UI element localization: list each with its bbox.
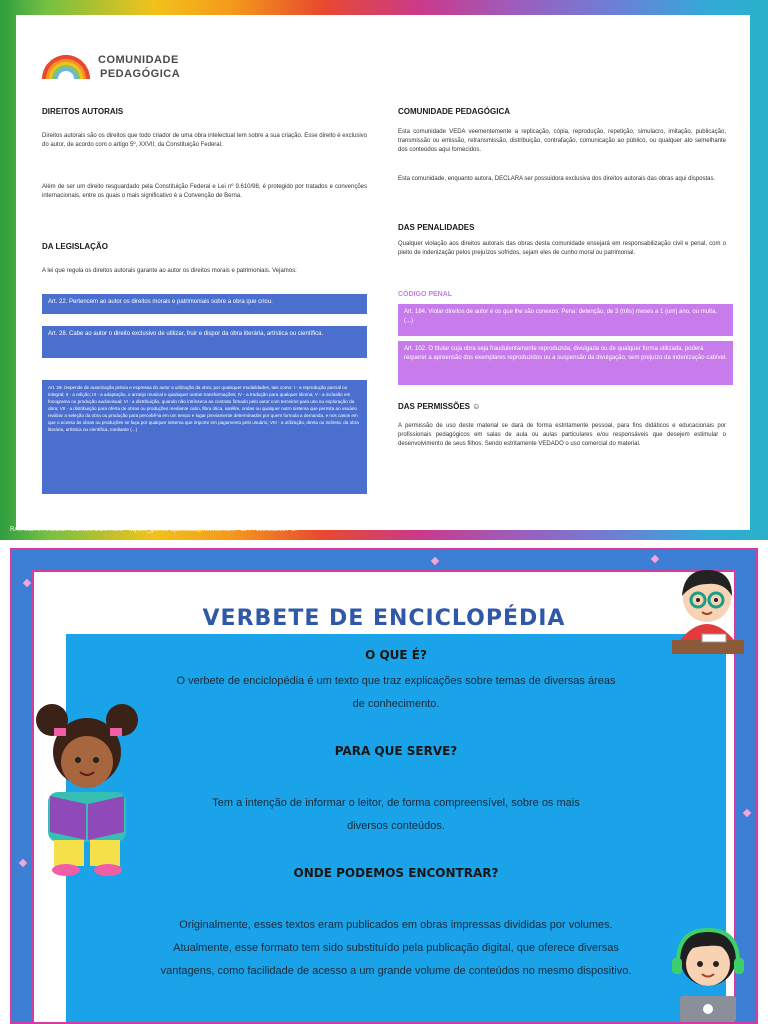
article-29-box: Art. 29. Depende de autorização prévia e expressa do autor a utilização da obra, por quaisquer modalidades, tais como: I - a reprodução parcial ou integral; II - a edição; III - a adaptação, o arranjo musical e quaisquer outras transformações; IV - a tradução para qualquer idioma; V - a inclusão em fonograma ou produção audiovisual; VI - a distribuição, quando não intrínseca ao contrato firmado pelo autor com terceiros para uso ou exploração da obra; VII - a distribuição para oferta de obras ou produções mediante cabo, fibra ótica, satélite, ondas ou qualquer outro sistema que permita ao usuário realizar a seleção da obra ou produção para percebê-la em um tempo e lugar previamente determinados por quem formula a demanda, e nos casos em que o acesso às obras ou produções se faça por qualquer sistema que importe em pagamento pelo usuário; VIII - a utilização, direta ou indireta, da obra literária, artística ou científica, mediante (...): [42, 380, 367, 494]
answer-what-line1: O verbete de enciclopédia é um texto que traz explicações sobre temas de diversas áreas: [176, 675, 616, 687]
article-184-box: Art. 184. Violar direitos de autor e os que lhe são conexos: Pena: detenção, de 3 (três) meses a 1 (um) ano, ou multa. (...): [398, 304, 733, 336]
rainbow-icon: [42, 53, 90, 79]
logo-line2: PEDAGÓGICA: [100, 68, 181, 80]
paragraph-direitos: Direitos autorais são os direitos que todo criador de uma obra intelectual tem sobre a sua criação. Esse direito é exclusivo do autor, de acordo com o artigo 5º, XXVII, da Constituição Federal.: [42, 133, 367, 148]
answer-what: [106, 670, 686, 716]
star-decoration: [23, 579, 31, 587]
page-title: VERBETE DE ENCICLOPÉDIA: [202, 606, 566, 631]
question-what: O QUE É?: [365, 648, 427, 662]
logo-line1: COMUNIDADE: [98, 54, 179, 66]
paragraph-protecao: Além de ser um direito resguardado pela Constituição Federal e Lei nº 9.610/98, é protegido por tratados e convenções internacionais, entre os quais o mais significativo é a Convenção de Berna.: [42, 184, 367, 199]
answer-purpose: [106, 792, 686, 838]
answer-purpose-line2: diversos conteúdos.: [347, 820, 445, 832]
boy-writing-illustration: [662, 558, 752, 658]
heading-legislacao: DA LEGISLAÇÃO: [42, 242, 108, 251]
star-decoration: [651, 555, 659, 563]
star-decoration: [743, 809, 751, 817]
answer-purpose-line1: Tem a intenção de informar o leitor, de forma compreensível, sobre os mais: [212, 797, 580, 809]
answer-where: [96, 914, 696, 983]
answer-where-line2: Atualmente, esse formato tem sido substituído pela publicação digital, que oferece diversas: [173, 942, 619, 954]
heading-penalidades: DAS PENALIDADES: [398, 223, 475, 232]
star-decoration: [19, 859, 27, 867]
girl-headset-laptop-illustration: [662, 922, 754, 1024]
answer-what-line2: de conhecimento.: [352, 698, 440, 710]
info-panel: [66, 634, 726, 1024]
heading-direitos-autorais: DIREITOS AUTORAIS: [42, 107, 124, 116]
copyright-sheet: [16, 15, 750, 530]
heading-permissoes: DAS PERMISSÕES ☺: [398, 402, 481, 411]
footer-attribution: RAYANE APARECIDA GOMES DOS REIS - rayane_gomes-aparecida@hotmail.com - CPF: 169.592.967-57: [10, 527, 298, 533]
answer-where-line3: vantagens, como facilidade de acesso a um grande volume de conteúdos no mesmo dispositivo.: [160, 965, 632, 977]
article-22-box: Art. 22. Pertencem ao autor os direitos morais e patrimoniais sobre a obra que criou.: [42, 294, 367, 314]
star-decoration: [431, 557, 439, 565]
community-logo: [42, 53, 192, 93]
article-28-box: Art. 28. Cabe ao autor o direito exclusivo de utilizar, fruir e dispor da obra literária, artística ou científica.: [42, 326, 367, 358]
paragraph-lei: A lei que regula os direitos autorais garante ao autor os direitos morais e patrimoniais. Vejamos:: [42, 268, 297, 274]
paragraph-declara: Esta comunidade, enquanto autora, DECLARA ser possuidora exclusiva dos direitos autorais das obras aqui dispostas.: [398, 176, 716, 182]
question-where: ONDE PODEMOS ENCONTRAR?: [293, 866, 499, 880]
question-purpose: PARA QUE SERVE?: [334, 744, 458, 758]
heading-codigo-penal: CÓDIGO PENAL: [398, 291, 453, 298]
article-102-box: Art. 102. O titular cuja obra seja fraudulentamente reproduzida, divulgada ou de qualquer forma utilizada, poderá requerer a apreensão dos exemplares reproduzidos ou a suspensão da divulgação, sem prejuízo da indenização cabível.: [398, 341, 733, 385]
paragraph-permissao: A permissão de uso deste material se dará de forma estritamente pessoal, para fins didáticos e educacionais por profissionais pedagógicos em salas de aula ou aulas particulares e/ou responsáveis que desejem estimular o desenvolvimento de seus filhos. Sendo estritamente VEDADO o uso comercial do material.: [398, 423, 726, 447]
logo-text: [98, 53, 180, 81]
heading-comunidade: COMUNIDADE PEDAGÓGICA: [398, 107, 511, 116]
girl-reading-illustration: [30, 700, 145, 880]
answer-where-line1: Originalmente, esses textos eram publicados em obras impressas divididas por volumes.: [179, 919, 613, 931]
paragraph-violacao: Qualquer violação aos direitos autorais das obras desta comunidade ensejará em responsabilização civil e penal, com o pleito de indenização pelos prejuízos sofridos, sejam eles de cunho moral ou patrimonial.: [398, 241, 726, 256]
encyclopedia-page: [10, 548, 758, 1024]
paragraph-veda: Esta comunidade VEDA veementemente a replicação, cópia, reprodução, repetição, simulacro, imitação, publicação, transmissão ou emissão, retransmissão, distribuição, contrafação, comunicação ao público, ou qualquer ato semelhante dos conteúdos aqui fornecidos.: [398, 129, 726, 153]
